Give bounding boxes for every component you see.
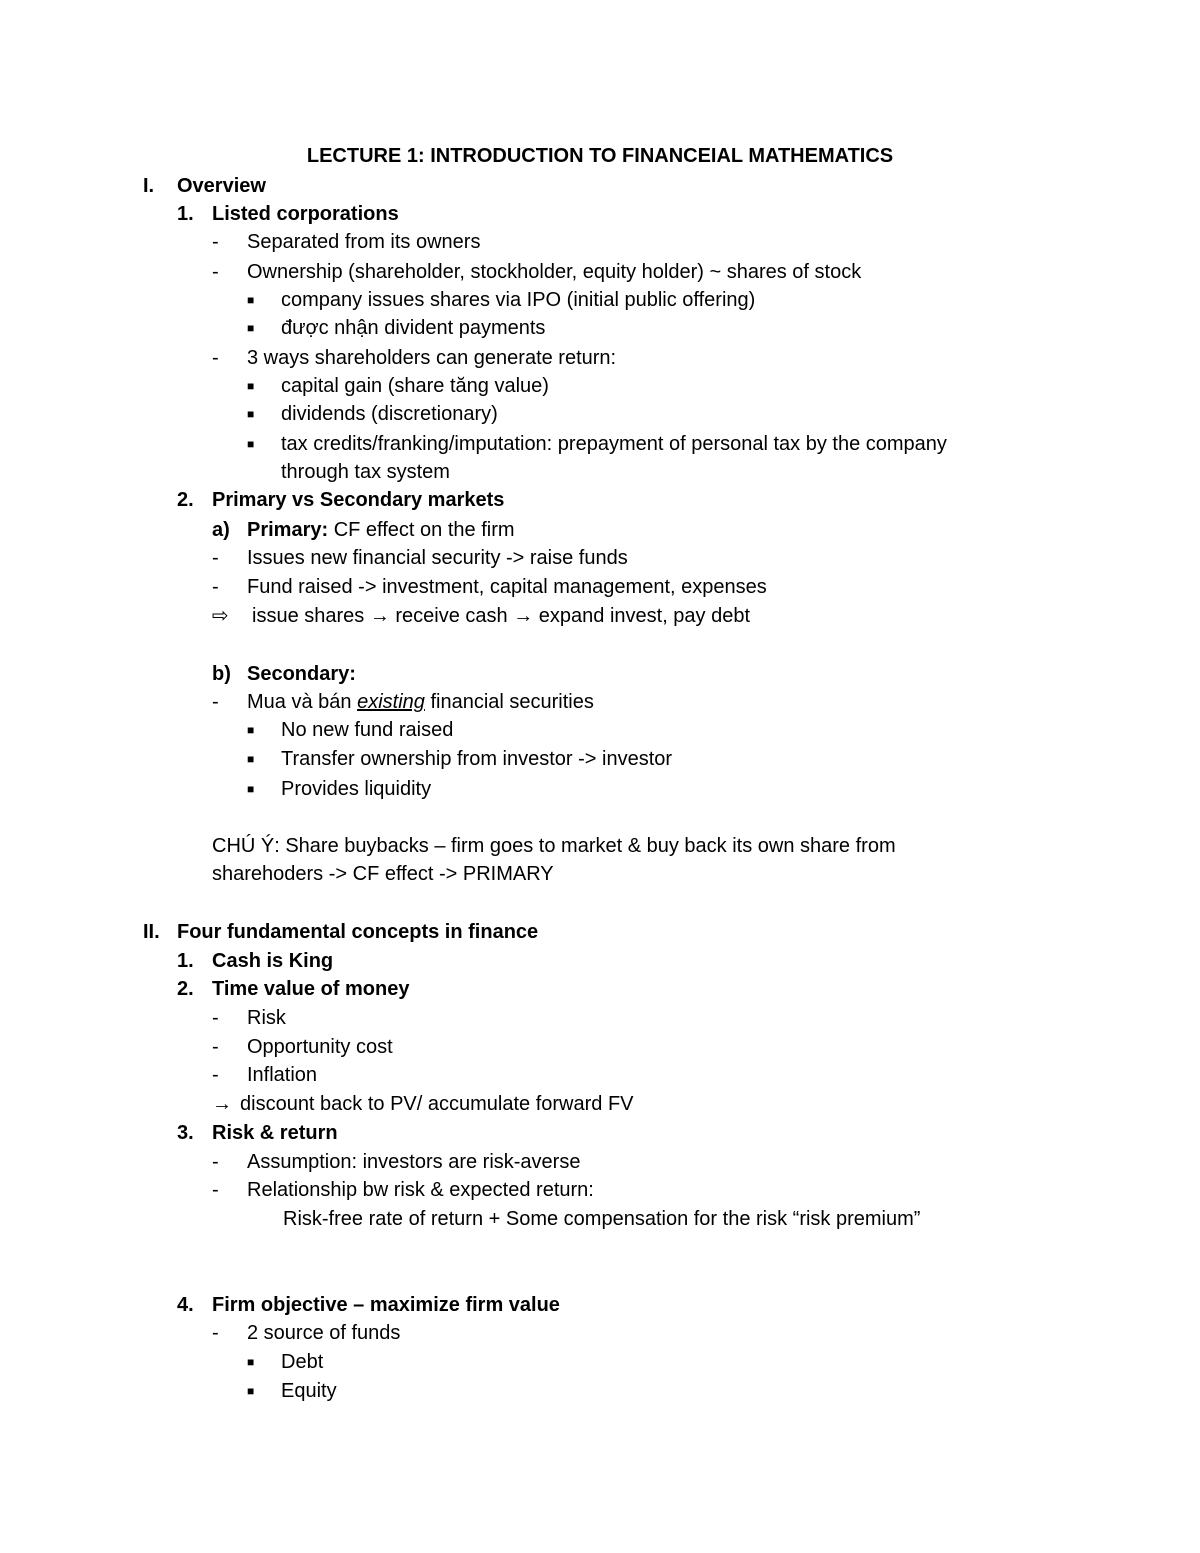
- list-item: discount back to PV/ accumulate forward FV: [240, 1093, 634, 1115]
- item-heading: Firm objective – maximize firm value: [212, 1294, 560, 1316]
- dash-marker: -: [212, 347, 219, 369]
- list-item: 2 source of funds: [247, 1322, 401, 1344]
- item-heading: Time value of money: [212, 978, 410, 1000]
- dash-marker: -: [212, 547, 219, 569]
- list-item: Separated from its owners: [247, 231, 481, 253]
- item-heading: Primary vs Secondary markets: [212, 489, 505, 511]
- list-item: No new fund raised: [281, 719, 454, 741]
- list-item: được nhận divident payments: [281, 317, 546, 339]
- dash-marker: -: [212, 576, 219, 598]
- list-item: Ownership (shareholder, stockholder, equity holder) ~ shares of stock: [247, 261, 862, 283]
- list-item: Debt: [281, 1351, 324, 1373]
- item-number: 2.: [177, 978, 194, 1000]
- item-heading: Cash is King: [212, 950, 334, 972]
- section-heading: Four fundamental concepts in finance: [177, 921, 539, 943]
- item-number: 1.: [177, 203, 194, 225]
- page-title: LECTURE 1: INTRODUCTION TO FINANCEIAL MATHEMATICS: [306, 145, 894, 167]
- bullet-icon: ■: [247, 723, 255, 737]
- subheading-label: Secondary:: [247, 663, 356, 685]
- formula-text: Risk-free rate of return + Some compensation for the risk “risk premium”: [283, 1208, 921, 1230]
- subheading-text: CF effect on the firm: [328, 519, 515, 541]
- dash-marker: -: [212, 261, 219, 283]
- dash-marker: -: [212, 1179, 219, 1201]
- dash-marker: -: [212, 691, 219, 713]
- list-item: Assumption: investors are risk-averse: [247, 1151, 581, 1173]
- bullet-icon: ■: [247, 752, 255, 766]
- dash-marker: -: [212, 1007, 219, 1029]
- item-number: 4.: [177, 1294, 194, 1316]
- subheading-label: Primary:: [247, 519, 329, 541]
- dash-marker: -: [212, 1036, 219, 1058]
- list-item: 3 ways shareholders can generate return:: [247, 347, 617, 369]
- note-text: CHÚ Ý: Share buybacks – firm goes to market & buy back its own share from: [212, 835, 896, 857]
- list-item: Risk: [247, 1007, 286, 1029]
- list-item: Opportunity cost: [247, 1036, 393, 1058]
- list-item: Transfer ownership from investor -> investor: [281, 748, 673, 770]
- list-item: company issues shares via IPO (initial public offering): [281, 289, 756, 311]
- item-heading: Risk & return: [212, 1122, 338, 1144]
- section-number: I.: [143, 175, 155, 197]
- list-item: dividends (discretionary): [281, 403, 498, 425]
- section-heading: Overview: [177, 175, 266, 197]
- list-item: issue shares → receive cash → expand invest, pay debt: [252, 605, 751, 627]
- list-item: Relationship bw risk & expected return:: [247, 1179, 594, 1201]
- item-number: 1.: [177, 950, 194, 972]
- list-item: Inflation: [247, 1064, 318, 1086]
- item-number: 2.: [177, 489, 194, 511]
- list-item-text: Mua và bán: [247, 691, 358, 713]
- emphasis-text: existing: [357, 691, 425, 713]
- letter-marker: a): [212, 519, 230, 541]
- item-number: 3.: [177, 1122, 194, 1144]
- dash-marker: -: [212, 1151, 219, 1173]
- dash-marker: -: [212, 1064, 219, 1086]
- subheading-primary: [247, 518, 515, 542]
- list-item-continuation: through tax system: [281, 461, 450, 483]
- letter-marker: b): [212, 663, 231, 685]
- list-item: Issues new financial security -> raise funds: [247, 547, 628, 569]
- bullet-icon: ■: [247, 407, 255, 421]
- bullet-icon: ■: [247, 437, 255, 451]
- bullet-icon: ■: [247, 293, 255, 307]
- dash-marker: -: [212, 231, 219, 253]
- list-item-text: financial securities: [424, 691, 594, 713]
- bullet-icon: ■: [247, 321, 255, 335]
- arrow-right-icon: →: [212, 1093, 232, 1115]
- list-item: Provides liquidity: [281, 778, 432, 800]
- list-item: capital gain (share tăng value): [281, 375, 549, 397]
- bullet-icon: ■: [247, 782, 255, 796]
- arrow-right-icon: ⇨: [212, 605, 229, 627]
- list-item: Equity: [281, 1380, 337, 1402]
- bullet-icon: ■: [247, 1355, 255, 1369]
- list-item: Fund raised -> investment, capital management, expenses: [247, 576, 767, 598]
- list-item: [247, 690, 594, 714]
- bullet-icon: ■: [247, 379, 255, 393]
- note-text: sharehoders -> CF effect -> PRIMARY: [212, 863, 554, 885]
- list-item: tax credits/franking/imputation: prepayment of personal tax by the company: [281, 433, 947, 455]
- item-heading: Listed corporations: [212, 203, 399, 225]
- section-number: II.: [143, 921, 160, 943]
- dash-marker: -: [212, 1322, 219, 1344]
- bullet-icon: ■: [247, 1384, 255, 1398]
